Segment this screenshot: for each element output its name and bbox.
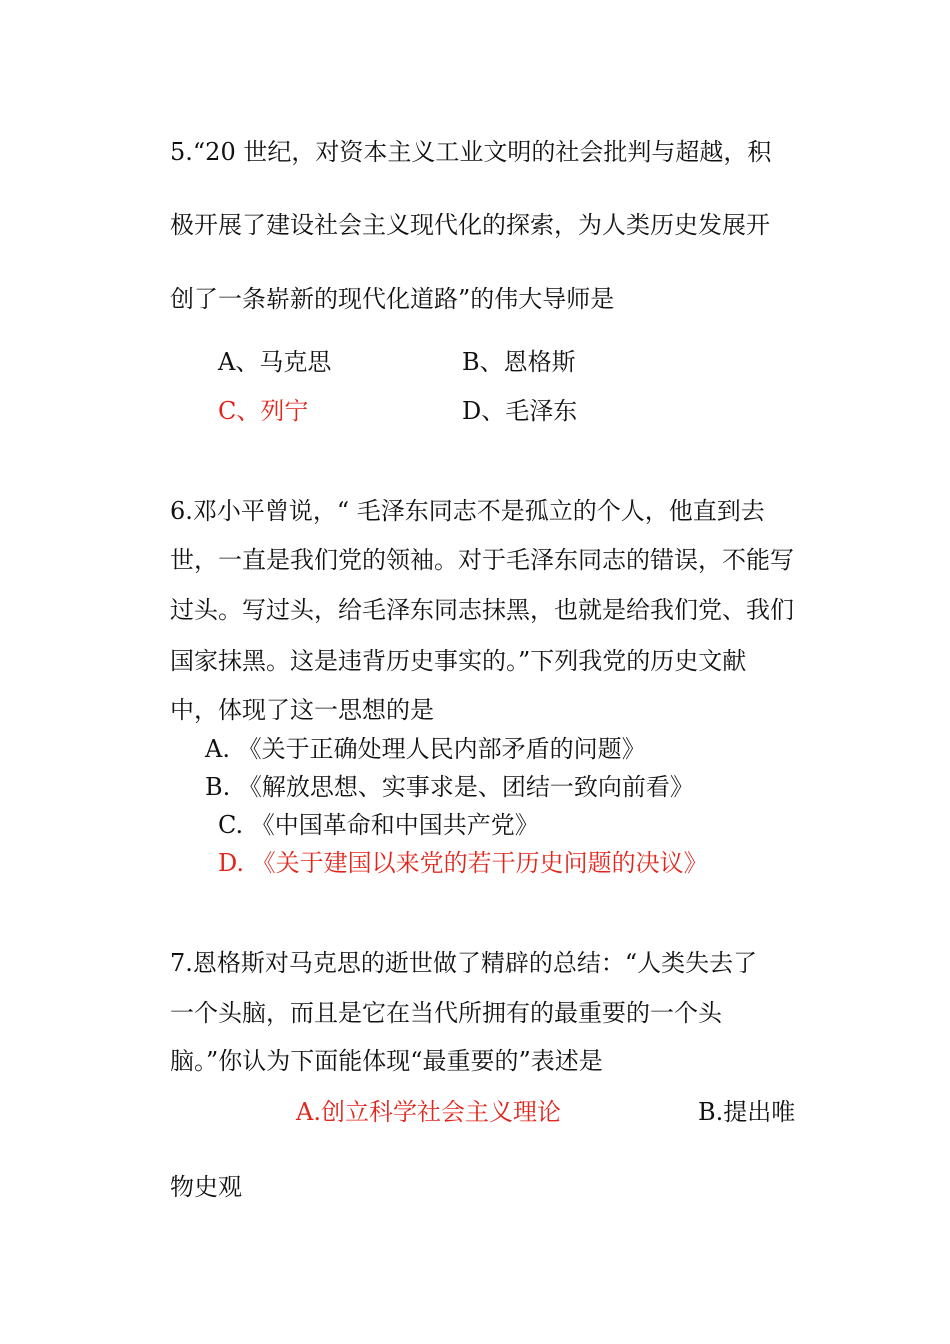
q5-option-a: A、马克思: [218, 348, 332, 376]
q6-stem-line-5: 中，体现了这一思想的是: [170, 696, 434, 724]
q6-stem-line-2: 世，一直是我们党的领袖。对于毛泽东同志的错误，不能写: [170, 546, 794, 574]
q5-option-d: D、毛泽东: [462, 397, 578, 425]
q6-stem-line-4: 国家抹黑。这是违背历史事实的。”下列我党的历史文献: [170, 647, 747, 675]
q6-stem-line-1: 6.邓小平曾说，“ 毛泽东同志不是孤立的个人，他直到去: [170, 497, 765, 525]
q5-stem-line-3: 创了一条崭新的现代化道路”的伟大导师是: [170, 285, 615, 313]
q6-stem-line-3: 过头。写过头，给毛泽东同志抹黑，也就是给我们党、我们: [170, 596, 794, 624]
q6-option-a: A. 《关于正确处理人民内部矛盾的问题》: [205, 735, 646, 763]
q7-option-b-continued: 物史观: [170, 1173, 242, 1201]
q6-option-b: B. 《解放思想、实事求是、团结一致向前看》: [205, 773, 694, 801]
q7-option-a-answer: A.创立科学社会主义理论: [296, 1098, 561, 1126]
q5-stem-line-1: 5.“20 世纪，对资本主义工业文明的社会批判与超越，积: [170, 138, 772, 166]
q5-option-b: B、恩格斯: [462, 348, 576, 376]
q5-option-c-answer: C、列宁: [218, 397, 309, 425]
q5-stem-line-2: 极开展了建设社会主义现代化的探索，为人类历史发展开: [170, 211, 770, 239]
q7-option-b: B.提出唯: [698, 1098, 796, 1126]
q6-option-c: C. 《中国革命和中国共产党》: [218, 811, 539, 839]
q7-stem-line-3: 脑。”你认为下面能体现“最重要的”表述是: [170, 1047, 603, 1075]
q7-stem-line-2: 一个头脑，而且是它在当代所拥有的最重要的一个头: [170, 999, 722, 1027]
q6-option-d-answer: D. 《关于建国以来党的若干历史问题的决议》: [218, 849, 708, 877]
q7-stem-line-1: 7.恩格斯对马克思的逝世做了精辟的总结：“人类失去了: [170, 949, 758, 977]
